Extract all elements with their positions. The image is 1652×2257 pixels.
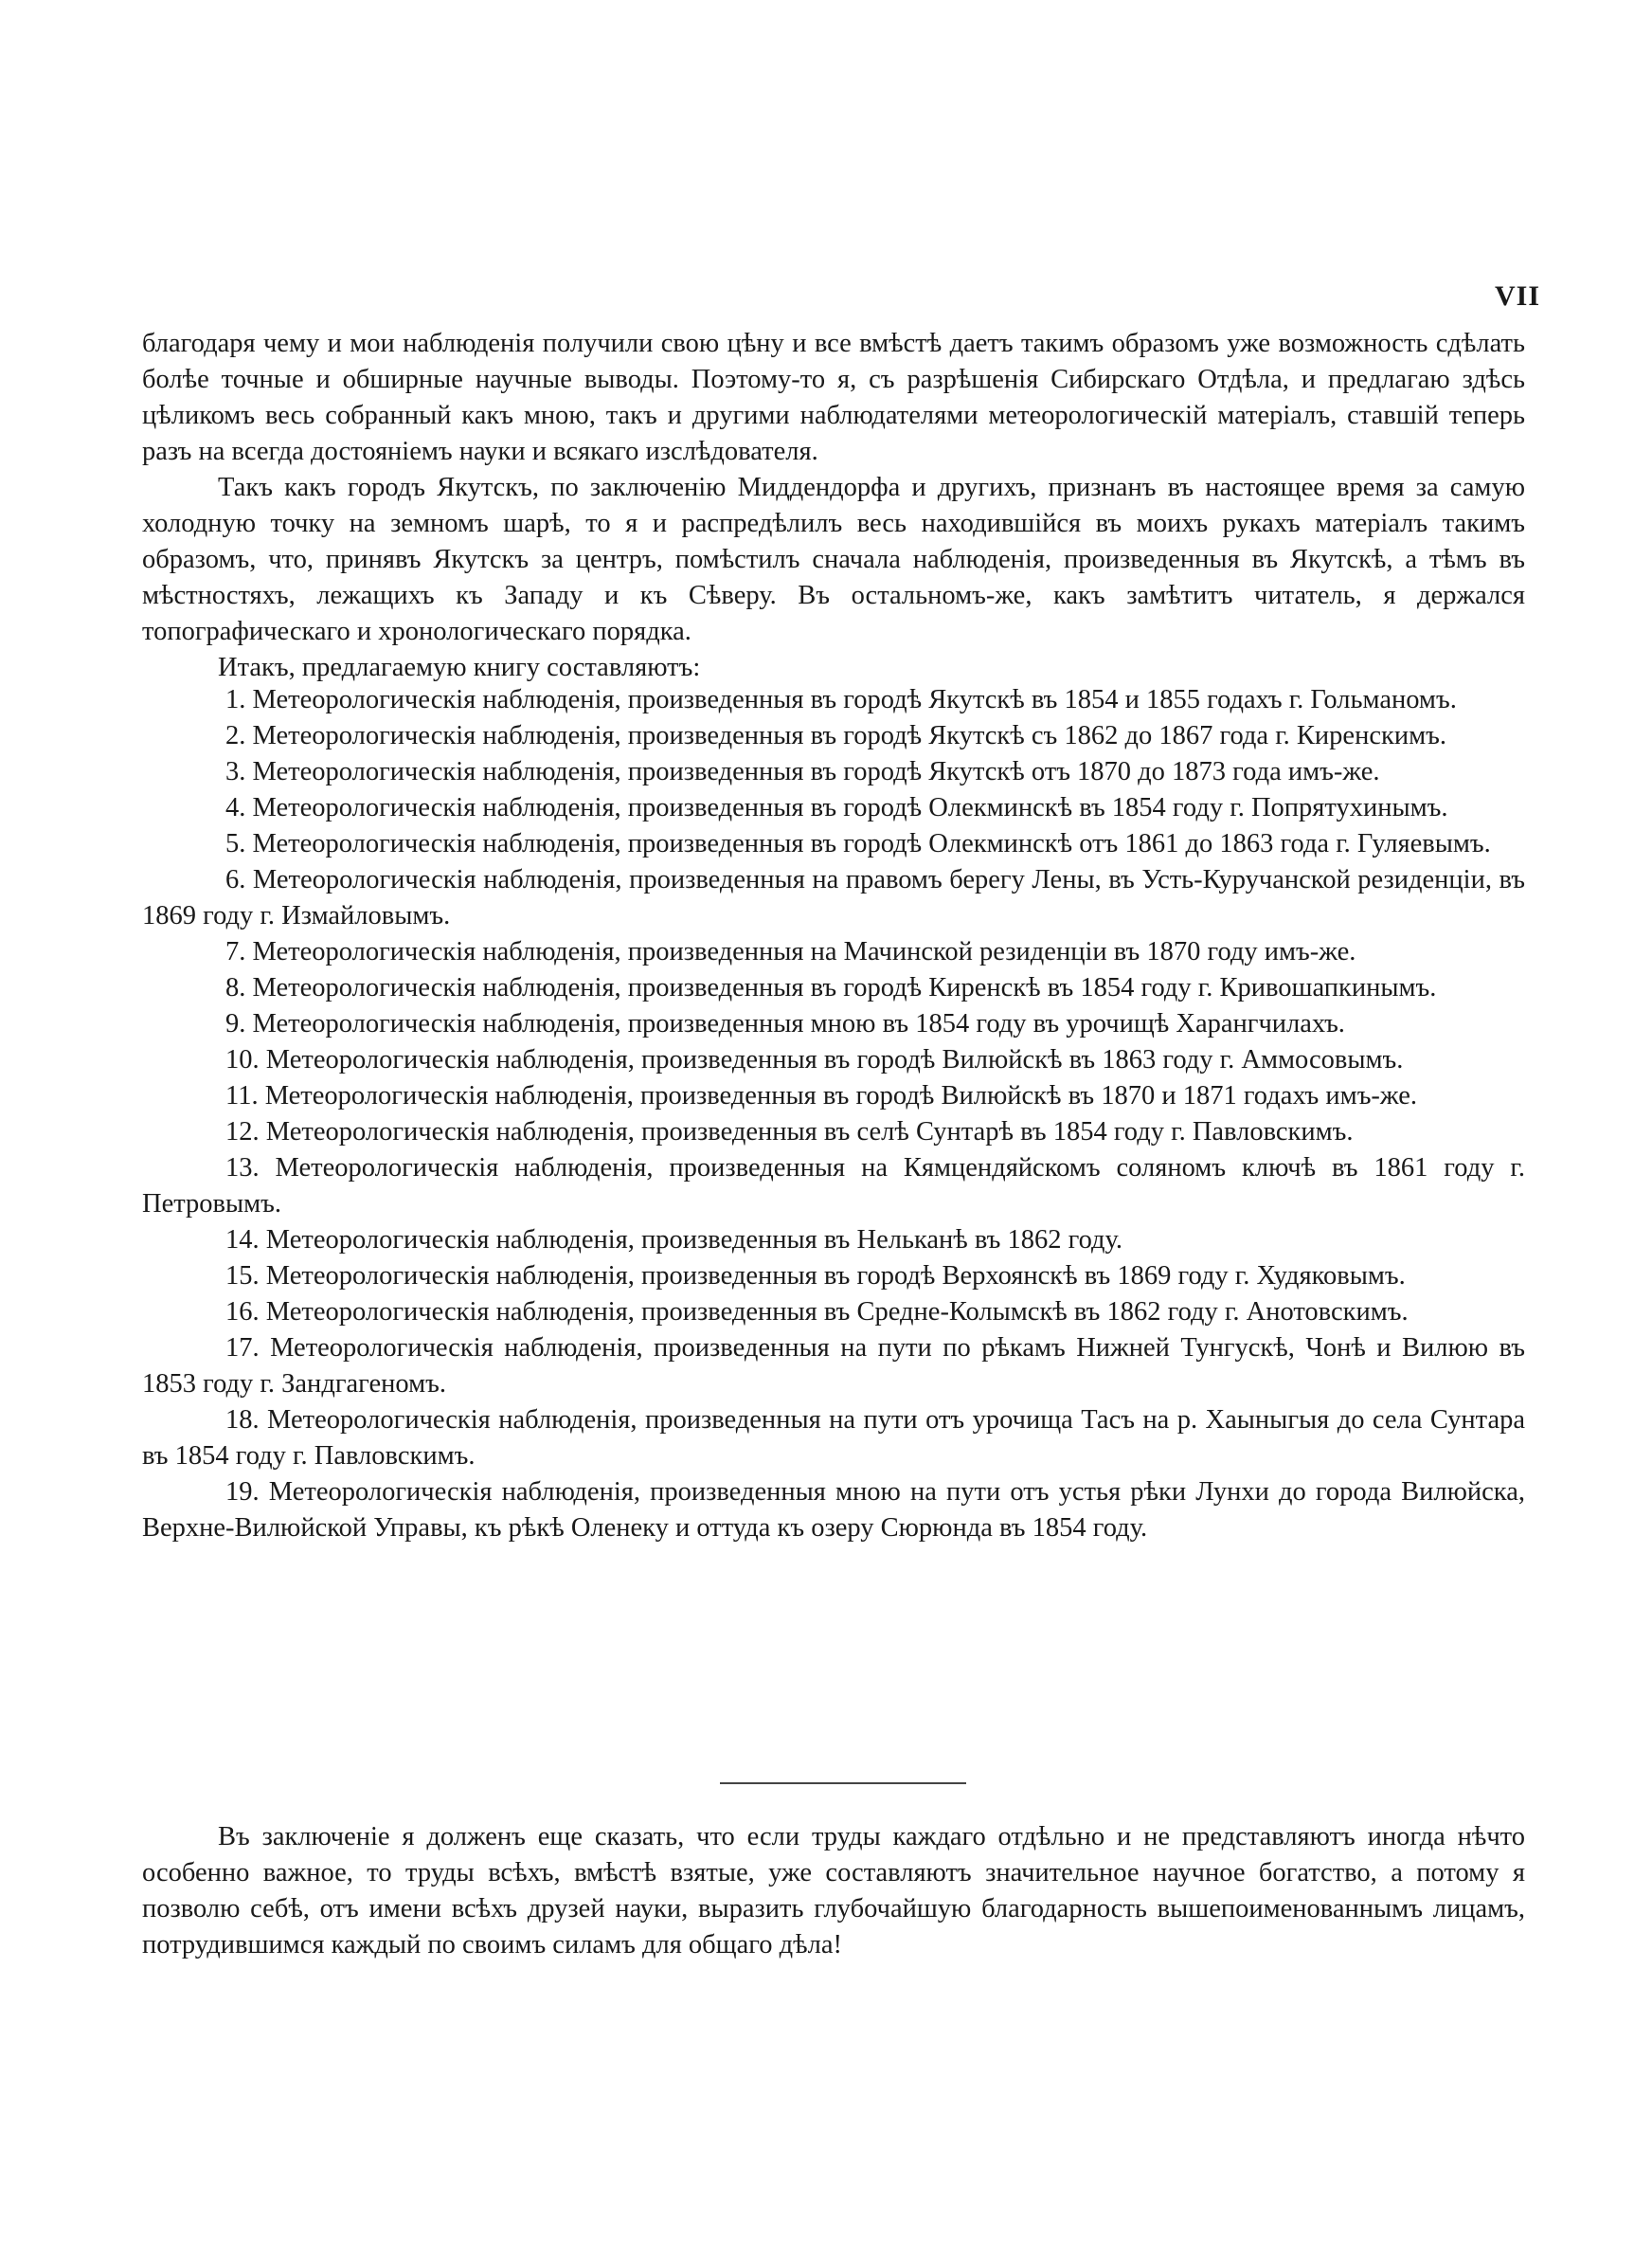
list-item: 17. Метеорологическія наблюденія, произведенныя на пути по рѣкамъ Нижней Тунгускѣ, Чонѣ и Вилюю въ 1853 году г. Зандгагеномъ. <box>142 1333 1525 1399</box>
page-number: VII <box>1494 280 1540 312</box>
list-item: 9. Метеорологическія наблюденія, произведенныя мною въ 1854 году въ урочищѣ Харангчилахъ. <box>225 1009 1345 1038</box>
list-item: 15. Метеорологическія наблюденія, произведенныя въ городѣ Верхоянскѣ въ 1869 году г. Худяковымъ. <box>225 1261 1406 1291</box>
list-item: 14. Метеорологическія наблюденія, произведенныя въ Нельканѣ въ 1862 году. <box>225 1225 1123 1255</box>
paragraph-continuation: благодаря чему и мои наблюденія получили свою цѣну и все вмѣстѣ даетъ такимъ образомъ уже возможность сдѣлать болѣе точные и обширные научные выводы. Поэтому-то я, съ разрѣшенія Сибирскаго Отдѣла, и предлагаю здѣсь цѣликомъ весь собранный какъ мною, такъ и другими наблюдателями метеорологическій матеріалъ, ставшій теперь разъ на всегда достояніемъ науки и всякаго изслѣдователя. <box>142 329 1525 466</box>
intro-section <box>142 326 1525 686</box>
list-item: 16. Метеорологическія наблюденія, произведенныя въ Средне-Колымскѣ въ 1862 году г. Анотовскимъ. <box>225 1297 1409 1327</box>
list-item: 10. Метеорологическія наблюденія, произведенныя въ городѣ Вилюйскѣ въ 1863 году г. Аммосовымъ. <box>225 1045 1404 1074</box>
list-intro: Итакъ, предлагаемую книгу составляютъ: <box>218 653 701 682</box>
section-divider <box>720 1782 966 1784</box>
conclusion-section <box>142 1819 1525 1963</box>
list-item: 6. Метеорологическія наблюденія, произведенныя на правомъ берегу Лены, въ Усть-Куручанской резиденціи, въ 1869 году г. Измайловымъ. <box>142 865 1525 930</box>
paragraph-arrangement: Такъ какъ городъ Якутскъ, по заключенію Миддендорфа и другихъ, признанъ въ настоящее время за самую холодную точку на земномъ шарѣ, то я и распредѣлилъ весь находившійся въ моихъ рукахъ матеріалъ такимъ образомъ, что, принявъ Якутскъ за центръ, помѣстилъ сначала наблюденія, произведенныя въ Якутскѣ, а тѣмъ въ мѣстностяхъ, лежащихъ къ Западу и къ Сѣверу. Въ остальномъ-же, какъ замѣтитъ читатель, я держался топографическаго и хронологическаго порядка. <box>142 473 1525 646</box>
list-item: 8. Метеорологическія наблюденія, произведенныя въ городѣ Киренскѣ въ 1854 году г. Кривошапкинымъ. <box>225 973 1437 1002</box>
list-item: 3. Метеорологическія наблюденія, произведенныя въ городѣ Якутскѣ отъ 1870 до 1873 года имъ-же. <box>225 757 1380 786</box>
list-item: 7. Метеорологическія наблюденія, произведенныя на Мачинской резиденціи въ 1870 году имъ-же. <box>225 937 1356 966</box>
list-item: 1. Метеорологическія наблюденія, произведенныя въ городѣ Якутскѣ въ 1854 и 1855 годахъ г. Гольманомъ. <box>225 685 1457 714</box>
list-item: 13. Метеорологическія наблюденія, произведенныя на Кямцендяйскомъ соляномъ ключѣ въ 1861 году г. Петровымъ. <box>142 1153 1525 1219</box>
conclusion-paragraph: Въ заключеніе я долженъ еще сказать, что если труды каждаго отдѣльно и не представляютъ иногда нѣчто особенно важное, то труды всѣхъ, вмѣстѣ взятые, уже составляютъ значительное научное богатство, а потому я позволю себѣ, отъ имени всѣхъ друзей науки, выразить глубочайшую благодарность вышепоименованнымъ лицамъ, потрудившимся каждый по своимъ силамъ для общаго дѣла! <box>142 1822 1525 1959</box>
observations-list <box>142 682 1525 1546</box>
list-item: 11. Метеорологическія наблюденія, произведенныя въ городѣ Вилюйскѣ въ 1870 и 1871 годахъ имъ-же. <box>225 1081 1418 1110</box>
list-item: 19. Метеорологическія наблюденія, произведенныя мною на пути отъ устья рѣки Лунхи до города Вилюйска, Верхне-Вилюйской Управы, къ рѣкѣ Оленеку и оттуда къ озеру Сюрюнда въ 1854 году. <box>142 1477 1525 1543</box>
list-item: 2. Метеорологическія наблюденія, произведенныя въ городѣ Якутскѣ съ 1862 до 1867 года г. Киренскимъ. <box>225 721 1446 750</box>
list-item: 12. Метеорологическія наблюденія, произведенныя въ селѣ Сунтарѣ въ 1854 году г. Павловскимъ. <box>225 1117 1354 1147</box>
list-item: 5. Метеорологическія наблюденія, произведенныя въ городѣ Олекминскѣ отъ 1861 до 1863 года г. Гуляевымъ. <box>225 829 1491 858</box>
list-item: 18. Метеорологическія наблюденія, произведенныя на пути отъ урочища Тасъ на р. Хаыныгыя до села Сунтара въ 1854 году г. Павловскимъ. <box>142 1405 1525 1471</box>
list-item: 4. Метеорологическія наблюденія, произведенныя въ городѣ Олекминскѣ въ 1854 году г. Попрятухинымъ. <box>225 793 1448 822</box>
